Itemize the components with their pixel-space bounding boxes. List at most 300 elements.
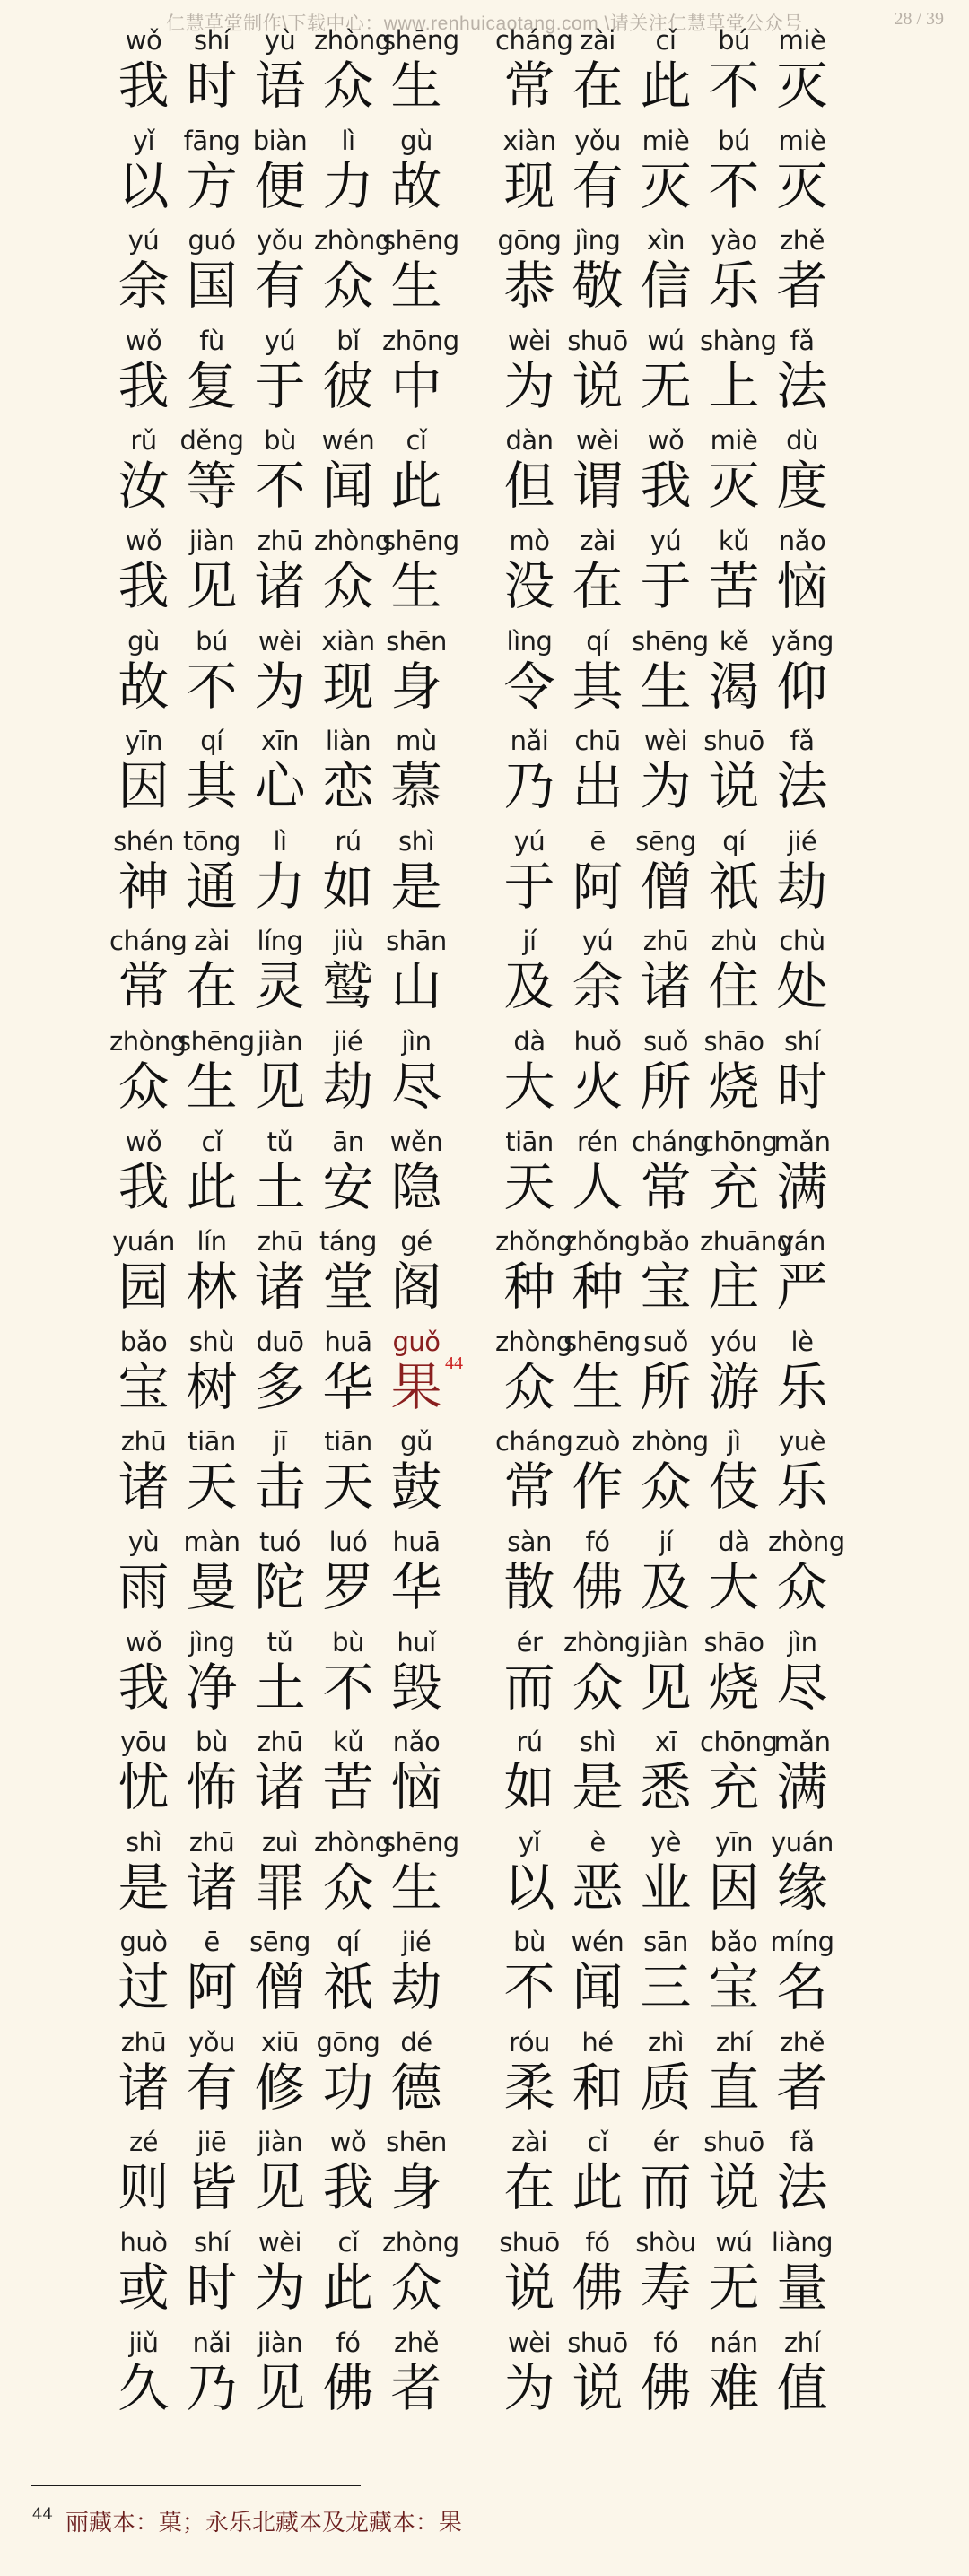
pinyin: zài (580, 25, 615, 56)
syllable (632, 126, 700, 217)
syllable (632, 1126, 710, 1218)
syllable (563, 2328, 632, 2419)
pinyin: yù (127, 1526, 160, 1557)
syllable (382, 525, 459, 617)
pinyin: yán (779, 1226, 825, 1258)
hanzi: 国 (186, 257, 238, 317)
pinyin: guò (119, 1927, 168, 1958)
hanzi: 击 (254, 1458, 306, 1518)
pinyin: gé (400, 1226, 432, 1258)
hanzi: 尽 (776, 1658, 828, 1718)
syllable (768, 926, 836, 1017)
pinyin: wén (321, 425, 375, 457)
hanzi: 诸 (186, 1858, 238, 1918)
syllable (314, 326, 382, 417)
pinyin: shāo (703, 1626, 764, 1658)
hanzi: 通 (186, 857, 238, 917)
hanzi: 为 (640, 757, 692, 817)
verse-row (0, 2127, 969, 2227)
pinyin: fǎ (790, 325, 815, 356)
pinyin: yú (127, 225, 160, 257)
hanzi: 不 (322, 1658, 374, 1718)
verse-row (0, 25, 969, 126)
syllable (563, 2227, 632, 2319)
pinyin: shí (783, 1025, 821, 1057)
syllable (700, 1827, 768, 1919)
hanzi: 灭 (640, 156, 692, 216)
hanzi: 上 (708, 356, 760, 416)
hanzi: 身 (390, 2158, 442, 2218)
hanzi: 华 (390, 1557, 442, 1617)
syllable (178, 1025, 255, 1118)
syllable (700, 2127, 768, 2218)
hanzi: 罪 (254, 1858, 306, 1918)
hanzi: 灵 (254, 957, 306, 1017)
pinyin: rú (516, 1727, 543, 1758)
syllable (314, 1426, 382, 1518)
hanzi: 灭 (776, 57, 828, 116)
verse-row (0, 2027, 969, 2128)
pinyin: ē (589, 825, 606, 857)
syllable (109, 1527, 178, 1618)
hanzi: 恼 (390, 1758, 442, 1818)
verse-row (0, 1426, 969, 1527)
hanzi: 众 (322, 57, 374, 116)
syllable (632, 225, 700, 317)
hanzi: 于 (503, 857, 555, 917)
hanzi: 不 (186, 657, 238, 717)
hanzi: 余 (572, 957, 624, 1017)
hanzi: 不 (708, 57, 760, 116)
syllable (563, 1527, 632, 1618)
pinyin: mǎn (773, 1126, 831, 1157)
syllable (632, 1927, 700, 2018)
syllable (700, 626, 768, 718)
syllable (109, 1627, 178, 1719)
syllable (768, 1327, 836, 1418)
verse-row (0, 1026, 969, 1127)
syllable (178, 1426, 246, 1518)
pinyin: shuō (703, 2127, 764, 2158)
syllable (109, 2227, 178, 2319)
pinyin: wǒ (125, 525, 162, 556)
hanzi: 不 (254, 457, 306, 517)
hanzi: 游 (708, 1357, 760, 1417)
pinyin: huǐ (397, 1626, 436, 1658)
hanzi: 满 (776, 1157, 828, 1217)
syllable (768, 25, 836, 117)
pinyin: bù (332, 1626, 364, 1658)
hanzi: 此 (322, 2258, 374, 2319)
hanzi: 因 (118, 757, 170, 817)
pinyin: yú (650, 525, 682, 556)
syllable (178, 2227, 246, 2319)
hanzi: 诸 (254, 1758, 306, 1818)
pinyin: zhě (780, 225, 825, 257)
hanzi: 或 (118, 2258, 170, 2319)
syllable (495, 1026, 563, 1118)
syllable (246, 2027, 314, 2119)
pinyin: lìng (506, 625, 553, 657)
pinyin: huǒ (573, 1025, 622, 1057)
hanzi: 及 (640, 1557, 692, 1617)
hanzi: 满 (776, 1758, 828, 1818)
verse-row (0, 2227, 969, 2328)
pinyin: wú (647, 325, 685, 356)
syllable (246, 1327, 314, 1418)
syllable (382, 25, 459, 117)
hanzi: 土 (254, 1157, 306, 1217)
pinyin: nǎo (778, 525, 826, 556)
hanzi: 难 (708, 2358, 760, 2418)
syllable (314, 2328, 382, 2419)
syllable (632, 1727, 700, 1818)
syllable (178, 926, 246, 1017)
syllable (700, 2328, 768, 2419)
hanzi: 华 (322, 1357, 374, 1417)
syllable (178, 425, 246, 517)
syllable (700, 1126, 778, 1218)
verse-row (0, 1627, 969, 1727)
hanzi: 众 (503, 1357, 555, 1417)
syllable (700, 1727, 778, 1818)
hanzi: 现 (322, 657, 374, 717)
pinyin: jí (659, 1526, 673, 1557)
syllable (768, 2227, 836, 2319)
hanzi: 如 (322, 857, 374, 917)
syllable (314, 1327, 382, 1418)
syllable (563, 1226, 641, 1318)
verse-row (0, 1127, 969, 1227)
hanzi: 谓 (572, 457, 624, 517)
pinyin: yōu (120, 1727, 167, 1758)
pinyin: shēng (382, 1826, 459, 1858)
pinyin: gǔ (400, 1426, 432, 1458)
syllable (382, 225, 459, 317)
verse-row (0, 1727, 969, 1827)
hanzi: 在 (186, 957, 238, 1017)
hanzi: 故 (118, 657, 170, 717)
hanzi: 法 (776, 757, 828, 817)
syllable (314, 2227, 382, 2319)
hanzi: 以 (503, 1858, 555, 1918)
syllable (246, 225, 314, 317)
syllable (314, 1127, 382, 1218)
syllable (246, 1927, 314, 2018)
syllable (495, 626, 563, 718)
hanzi: 众 (572, 1658, 624, 1718)
pinyin: zuì (261, 1826, 299, 1858)
verse-row (0, 1827, 969, 1928)
pinyin: tōng (183, 825, 240, 857)
syllable (768, 425, 836, 517)
syllable (382, 1927, 450, 2018)
syllable (768, 1727, 836, 1818)
syllable (563, 826, 632, 918)
pinyin: wǒ (125, 325, 162, 356)
pinyin: tiān (505, 1126, 554, 1157)
syllable (632, 1026, 700, 1118)
hanzi: 阿 (572, 857, 624, 917)
pinyin: guǒ (392, 1326, 441, 1357)
syllable (382, 1627, 450, 1719)
pinyin: gù (400, 125, 432, 156)
hanzi: 如 (503, 1758, 555, 1818)
pinyin: wèi (507, 325, 552, 356)
pinyin: jié (401, 1927, 432, 1958)
pinyin: yuán (771, 1826, 834, 1858)
syllable (109, 225, 178, 317)
syllable (700, 1527, 768, 1618)
pinyin: shēn (386, 2127, 447, 2158)
hanzi: 乐 (708, 257, 760, 317)
pinyin: zhū (257, 1727, 303, 1758)
pinyin: jié (787, 825, 817, 857)
pinyin: yǐ (518, 1826, 541, 1858)
hanzi: 人 (572, 1157, 624, 1217)
pinyin: cháng (109, 926, 188, 957)
hanzi: 时 (776, 1057, 828, 1117)
hanzi: 天 (503, 1157, 555, 1217)
hanzi: 作 (572, 1458, 624, 1518)
hanzi: 力 (322, 156, 374, 216)
syllable (246, 2328, 314, 2419)
hanzi: 庄 (708, 1258, 760, 1318)
syllable (700, 1327, 768, 1418)
hanzi: 心 (254, 757, 306, 817)
pinyin: luó (328, 1526, 368, 1557)
verse-row (0, 1327, 969, 1427)
pinyin: miè (778, 125, 826, 156)
pinyin: mù (396, 726, 437, 757)
pinyin: fó (653, 2327, 678, 2358)
pinyin: qí (722, 825, 746, 857)
hanzi: 常 (118, 957, 170, 1017)
pinyin: bǎo (710, 1927, 758, 1958)
pinyin: dàn (505, 425, 554, 457)
hanzi: 其 (572, 657, 624, 717)
pinyin: sēng (635, 825, 696, 857)
syllable (495, 1727, 563, 1818)
hanzi: 见 (186, 556, 238, 616)
hanzi: 渴 (708, 657, 760, 717)
hanzi: 出 (572, 757, 624, 817)
hanzi: 修 (254, 2058, 306, 2118)
header-title: 仁慧草堂制作\下载中心：www.renhuicaotang.com \请关注仁慧草堂公众号 (166, 13, 803, 34)
syllable (178, 1927, 246, 2018)
pinyin: jiǔ (128, 2327, 159, 2358)
hanzi: 法 (776, 356, 828, 416)
pinyin: ér (516, 1626, 543, 1658)
syllable (495, 2127, 563, 2218)
hanzi: 无 (640, 356, 692, 416)
hanzi: 佛 (322, 2358, 374, 2418)
hanzi: 不 (503, 1958, 555, 2018)
syllable (495, 526, 563, 617)
pinyin: dà (718, 1526, 750, 1557)
syllable (768, 1426, 836, 1518)
syllable (382, 126, 450, 217)
syllable (109, 626, 178, 718)
pinyin: liàng (771, 2227, 834, 2258)
pinyin: wú (715, 2227, 753, 2258)
pinyin: shén (113, 825, 174, 857)
hanzi: 园 (118, 1258, 170, 1318)
pinyin: děng (179, 425, 244, 457)
syllable (563, 1426, 632, 1518)
syllable (178, 1627, 246, 1719)
verse-row (0, 626, 969, 727)
hanzi: 伎 (708, 1458, 760, 1518)
hanzi: 苦 (322, 1758, 374, 1818)
hanzi: 恋 (322, 757, 374, 817)
pinyin: bù (196, 1727, 228, 1758)
syllable (109, 2027, 178, 2119)
pinyin: bǐ (336, 325, 360, 356)
hanzi: 有 (572, 156, 624, 216)
syllable (768, 1627, 836, 1719)
pinyin: zhū (188, 1826, 235, 1858)
hanzi: 于 (640, 556, 692, 616)
footnote (32, 2504, 462, 2537)
hanzi: 因 (708, 1858, 760, 1918)
hanzi: 柔 (503, 2058, 555, 2118)
hanzi: 过 (118, 1958, 170, 2018)
hanzi: 恼 (776, 556, 828, 616)
syllable (632, 526, 700, 617)
syllable (314, 25, 391, 117)
pinyin: ér (652, 2127, 679, 2158)
syllable (563, 225, 632, 317)
syllable (246, 626, 314, 718)
hanzi: 此 (186, 1157, 238, 1217)
hanzi: 雨 (118, 1557, 170, 1617)
hanzi: 直 (708, 2058, 760, 2118)
syllable (382, 2227, 459, 2319)
pinyin: fó (585, 1526, 610, 1557)
pinyin: cháng (495, 25, 573, 56)
hanzi: 劫 (322, 1057, 374, 1117)
syllable (768, 1927, 836, 2018)
pinyin: guó (188, 225, 236, 257)
hanzi: 烧 (708, 1057, 760, 1117)
syllable (178, 2027, 246, 2119)
syllable (563, 1127, 632, 1218)
syllable (382, 1527, 450, 1618)
syllable (246, 126, 314, 217)
syllable (246, 425, 314, 517)
hanzi: 缘 (776, 1858, 828, 1918)
pinyin: cháng (632, 1126, 710, 1157)
syllable (178, 2127, 246, 2218)
hanzi: 量 (776, 2258, 828, 2319)
syllable (382, 1326, 463, 1418)
pinyin: xiū (260, 2026, 300, 2058)
hanzi: 为 (254, 2258, 306, 2319)
pinyin: jiē (196, 2127, 227, 2158)
footnote-marker: 44 (445, 1353, 463, 1373)
syllable (632, 1627, 700, 1719)
pinyin: fǎ (790, 726, 815, 757)
verse-row (0, 225, 969, 326)
hanzi: 宝 (640, 1258, 692, 1318)
pinyin: shāo (703, 1025, 764, 1057)
pinyin: fó (585, 2227, 610, 2258)
pinyin: gù (127, 625, 160, 657)
pinyin: suǒ (643, 1326, 688, 1357)
hanzi: 曼 (186, 1557, 238, 1617)
pinyin: miè (642, 125, 690, 156)
verse-row (0, 926, 969, 1026)
pinyin: zhě (394, 2327, 439, 2358)
pinyin: shēng (382, 225, 459, 257)
hanzi: 闻 (572, 1958, 624, 2018)
pinyin: shì (579, 1727, 616, 1758)
verse-row (0, 1527, 969, 1627)
syllable (109, 1025, 187, 1118)
hanzi: 大 (503, 1057, 555, 1117)
pinyin: cǐ (587, 2127, 608, 2158)
pinyin: suǒ (643, 1025, 688, 1057)
syllable (563, 1026, 632, 1118)
hanzi: 语 (254, 57, 306, 116)
pinyin: dé (400, 2026, 432, 2058)
hanzi: 常 (640, 1157, 692, 1217)
pinyin: shì (397, 825, 435, 857)
syllable (768, 2027, 836, 2119)
syllable (495, 1927, 563, 2018)
syllable (314, 425, 382, 517)
hanzi: 众 (322, 556, 374, 616)
hanzi: 劫 (776, 857, 828, 917)
hanzi: 散 (503, 1557, 555, 1617)
pinyin: zhòng (632, 1426, 709, 1458)
syllable (382, 726, 450, 817)
syllable (495, 1127, 563, 1218)
syllable (382, 826, 450, 918)
hanzi: 便 (254, 156, 306, 216)
syllable (382, 626, 450, 718)
pinyin: zhòng (768, 1526, 845, 1557)
verse-row (0, 425, 969, 526)
syllable (246, 1727, 314, 1818)
pinyin: jí (522, 926, 537, 957)
pinyin: shuō (499, 2227, 560, 2258)
pinyin: jī (273, 1426, 287, 1458)
syllable (632, 326, 700, 417)
verse-row (0, 326, 969, 426)
hanzi: 生 (390, 556, 442, 616)
pinyin: wǒ (125, 25, 162, 56)
hanzi: 神 (118, 857, 170, 917)
syllable (495, 225, 563, 317)
syllable (768, 2328, 836, 2419)
syllable (768, 1226, 836, 1318)
pinyin: mǎn (773, 1727, 831, 1758)
syllable (495, 126, 563, 217)
hanzi: 见 (254, 2358, 306, 2418)
syllable (178, 1527, 246, 1618)
hanzi: 众 (118, 1057, 170, 1117)
hanzi: 佛 (640, 2358, 692, 2418)
syllable (632, 1527, 700, 1618)
pinyin: nǎo (392, 1727, 441, 1758)
hanzi: 忧 (118, 1758, 170, 1818)
syllable (246, 926, 314, 1017)
syllable (178, 1226, 246, 1318)
pinyin: shuō (567, 2327, 628, 2358)
hanzi: 山 (390, 957, 442, 1017)
